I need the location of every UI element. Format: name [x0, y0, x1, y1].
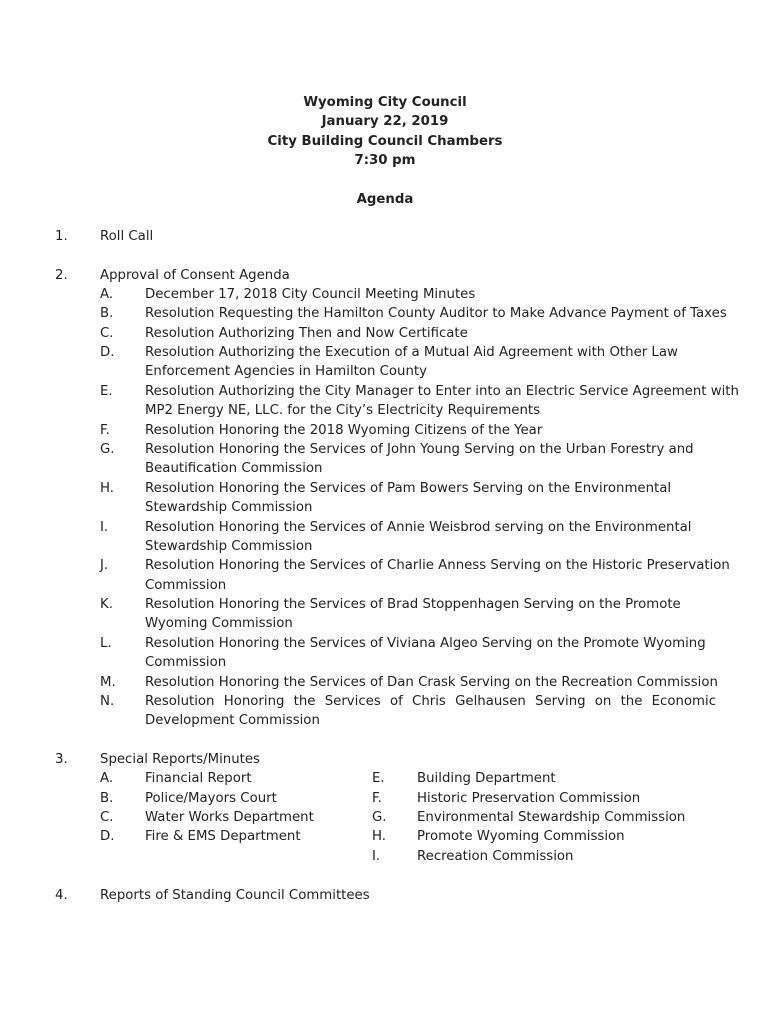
- item-letter: C.: [100, 326, 114, 341]
- agenda-item-continued: Wyoming Commission: [145, 616, 293, 631]
- item-letter: G.: [100, 442, 115, 457]
- item-letter: B.: [100, 791, 114, 806]
- report-item: Water Works Department: [145, 810, 314, 825]
- item-letter: A.: [100, 287, 114, 302]
- agenda-item: Resolution Honoring the Services of Pam Bowers Serving on the Environmental: [145, 481, 672, 496]
- agenda-item: Resolution Authorizing Then and Now Certificate: [145, 326, 468, 341]
- report-item: Building Department: [417, 771, 556, 786]
- agenda-item: Resolution Honoring the Services of Viviana Algeo Serving on the Promote Wyoming: [145, 636, 706, 651]
- agenda-item-continued: Beautification Commission: [145, 461, 323, 476]
- meeting-time: 7:30 pm: [354, 153, 416, 169]
- item-letter: E.: [100, 384, 113, 399]
- meeting-date: January 22, 2019: [321, 114, 449, 130]
- agenda-item: Resolution Honoring the Services of Annie Weisbrod serving on the Environmental: [145, 520, 692, 535]
- agenda-item: December 17, 2018 City Council Meeting Minutes: [145, 287, 476, 302]
- item-letter: A.: [100, 771, 114, 786]
- item-letter: D.: [100, 345, 115, 360]
- agenda-item-continued: Commission: [145, 578, 227, 593]
- agenda-item: Resolution Requesting the Hamilton County Auditor to Make Advance Payment of Taxes: [145, 306, 727, 321]
- item-letter: I.: [372, 849, 381, 864]
- item-letter: F.: [372, 791, 382, 806]
- agenda-item-continued: Stewardship Commission: [145, 500, 313, 515]
- agenda-item-continued: Stewardship Commission: [145, 539, 313, 554]
- agenda-item-continued: MP2 Energy NE, LLC. for the City’s Electricity Requirements: [145, 403, 541, 418]
- item-letter: J.: [100, 558, 109, 573]
- report-item: Police/Mayors Court: [145, 791, 277, 806]
- item-letter: L.: [100, 636, 112, 651]
- section-number: 3.: [55, 752, 68, 767]
- item-letter: F.: [100, 423, 110, 438]
- section-title-special-reports: Special Reports/Minutes: [100, 752, 260, 767]
- agenda-item-continued: Commission: [145, 655, 227, 670]
- agenda-item: Resolution Honoring the Services of Charlie Anness Serving on the Historic Preservation: [145, 558, 730, 573]
- council-name: Wyoming City Council: [303, 95, 467, 110]
- document-header: [0, 93, 770, 171]
- item-letter: I.: [100, 520, 109, 535]
- item-letter: G.: [372, 810, 387, 825]
- agenda-item: Resolution Honoring the Services of Dan Crask Serving on the Recreation Commission: [145, 675, 718, 690]
- item-letter: M.: [100, 675, 116, 690]
- section-number: 4.: [55, 888, 68, 903]
- item-letter: E.: [372, 771, 385, 786]
- agenda-item: Resolution Honoring the Services of Brad Stoppenhagen Serving on the Promote: [145, 597, 681, 612]
- agenda-item-continued: Development Commission: [145, 713, 320, 728]
- item-letter: B.: [100, 306, 114, 321]
- section-number: 2.: [55, 268, 68, 283]
- section-number: 1.: [55, 229, 68, 244]
- agenda-item: Resolution Honoring the 2018 Wyoming Citizens of the Year: [145, 423, 543, 438]
- report-item: Recreation Commission: [417, 849, 574, 864]
- report-item: Environmental Stewardship Commission: [417, 810, 686, 825]
- item-letter: H.: [372, 829, 386, 844]
- item-letter: D.: [100, 829, 115, 844]
- report-item: Fire & EMS Department: [145, 829, 301, 844]
- section-title-standing-committees: Reports of Standing Council Committees: [100, 888, 370, 903]
- agenda-item: Resolution Honoring the Services of John Young Serving on the Urban Forestry and: [145, 442, 694, 457]
- item-letter: C.: [100, 810, 114, 825]
- agenda-item: Resolution Authorizing the City Manager to Enter into an Electric Service Agreement with: [145, 384, 739, 399]
- item-letter: K.: [100, 597, 113, 612]
- agenda-item-continued: Enforcement Agencies in Hamilton County: [145, 364, 427, 379]
- section-title-roll-call: Roll Call: [100, 229, 154, 244]
- agenda-title: Agenda: [356, 192, 414, 207]
- report-item: Historic Preservation Commission: [417, 791, 641, 806]
- section-title-consent-agenda: Approval of Consent Agenda: [100, 268, 290, 283]
- agenda-item: Resolution Honoring the Services of Chris Gelhausen Serving on the Economic: [145, 694, 716, 709]
- meeting-location: City Building Council Chambers: [267, 133, 503, 149]
- report-item: Promote Wyoming Commission: [417, 829, 625, 844]
- report-item: Financial Report: [145, 771, 252, 786]
- item-letter: N.: [100, 694, 115, 709]
- agenda-item: Resolution Authorizing the Execution of a Mutual Aid Agreement with Other Law: [145, 345, 678, 360]
- item-letter: H.: [100, 481, 114, 496]
